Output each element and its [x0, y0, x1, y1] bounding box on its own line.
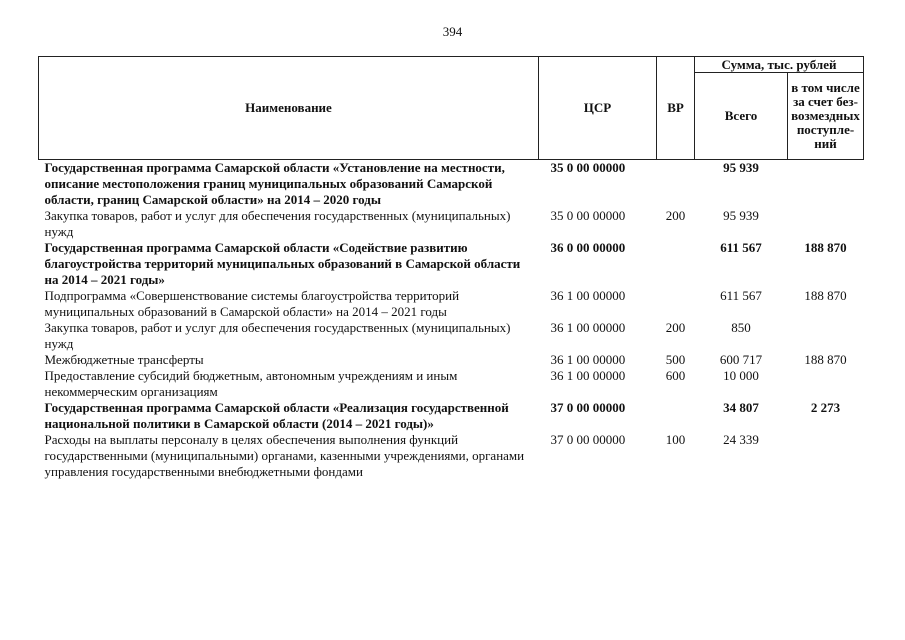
row-incl: 188 870 [804, 352, 847, 367]
row-incl [788, 432, 864, 480]
row-name: Подпрограмма «Совершенствование системы благоустройства территорий муниципальных образований в Самарской области» на 2014 – 2021 годы [44, 288, 460, 319]
row-total: 850 [731, 320, 751, 335]
table-row [39, 240, 864, 288]
table-row [39, 368, 864, 400]
row-total: 95 939 [723, 208, 759, 223]
row-csr: 35 0 00 00000 [550, 208, 626, 223]
table-row [39, 288, 864, 320]
table-row [39, 400, 864, 432]
row-total: 24 339 [723, 432, 759, 447]
row-vr [657, 400, 695, 432]
row-total: 34 807 [723, 400, 759, 415]
row-vr: 200 [665, 208, 686, 223]
row-name: Расходы на выплаты персоналу в целях обеспечения выполнения функций государственными (муниципальными) органами, казенными учреждениями, органами управления государственными внебюджетными фондами [44, 432, 525, 479]
row-name: Закупка товаров, работ и услуг для обеспечения государственных (муниципальных) нужд [44, 208, 511, 239]
row-vr: 600 [665, 368, 686, 383]
row-csr: 37 0 00 00000 [550, 400, 626, 415]
table-row [39, 432, 864, 480]
header-csr: ЦСР [539, 57, 657, 160]
row-vr [657, 160, 695, 209]
row-total: 611 567 [720, 288, 762, 303]
row-name: Государственная программа Самарской области «Реализация государственной национальной политики в Самарской области (2014 – 2021 годы)» [44, 400, 509, 431]
table-row [39, 320, 864, 352]
row-incl: 188 870 [804, 288, 847, 303]
row-vr: 200 [665, 320, 686, 335]
row-total: 10 000 [723, 368, 759, 383]
row-name: Межбюджетные трансферты [44, 352, 204, 367]
row-csr: 36 1 00 00000 [550, 352, 626, 367]
row-incl [788, 320, 864, 352]
row-vr [657, 240, 695, 288]
table-row [39, 208, 864, 240]
row-name: Государственная программа Самарской области «Установление на местности, описание местоположения границ муниципальных образований Самарской области, границ Самарской области» на 2014 – 2020 годы [44, 160, 505, 207]
row-incl: 2 273 [810, 400, 841, 415]
row-vr [657, 288, 695, 320]
table-row [39, 160, 864, 209]
row-csr: 36 1 00 00000 [550, 368, 626, 383]
budget-table [38, 56, 864, 480]
row-csr: 36 0 00 00000 [550, 240, 626, 255]
row-csr: 36 1 00 00000 [550, 320, 626, 335]
row-csr: 36 1 00 00000 [550, 288, 626, 303]
row-csr: 37 0 00 00000 [550, 432, 626, 447]
table-row [39, 352, 864, 368]
row-incl [788, 368, 864, 400]
row-name: Предоставление субсидий бюджетным, автономным учреждениям и иным некоммерческим организациям [44, 368, 458, 399]
row-vr: 100 [665, 432, 686, 447]
row-vr: 500 [665, 352, 686, 367]
page-number: 394 [442, 24, 463, 39]
row-incl [788, 208, 864, 240]
row-total: 95 939 [723, 160, 759, 175]
row-total: 611 567 [720, 240, 762, 255]
row-name: Государственная программа Самарской области «Содействие развитию благоустройства территорий муниципальных образований в Самарской области на 2014 – 2021 годы» [44, 240, 521, 287]
header-name: Наименование [39, 57, 539, 160]
row-name: Закупка товаров, работ и услуг для обеспечения государственных (муниципальных) нужд [44, 320, 511, 351]
header-incl: в том числе за счет без-возмездных поступле-ний [788, 73, 864, 160]
row-incl [788, 160, 864, 209]
row-csr: 35 0 00 00000 [550, 160, 626, 175]
header-total: Всего [695, 73, 788, 160]
row-total: 600 717 [719, 352, 763, 367]
header-sum: Сумма, тыс. рублей [695, 57, 864, 73]
header-vr: ВР [657, 57, 695, 160]
row-incl: 188 870 [804, 240, 847, 255]
